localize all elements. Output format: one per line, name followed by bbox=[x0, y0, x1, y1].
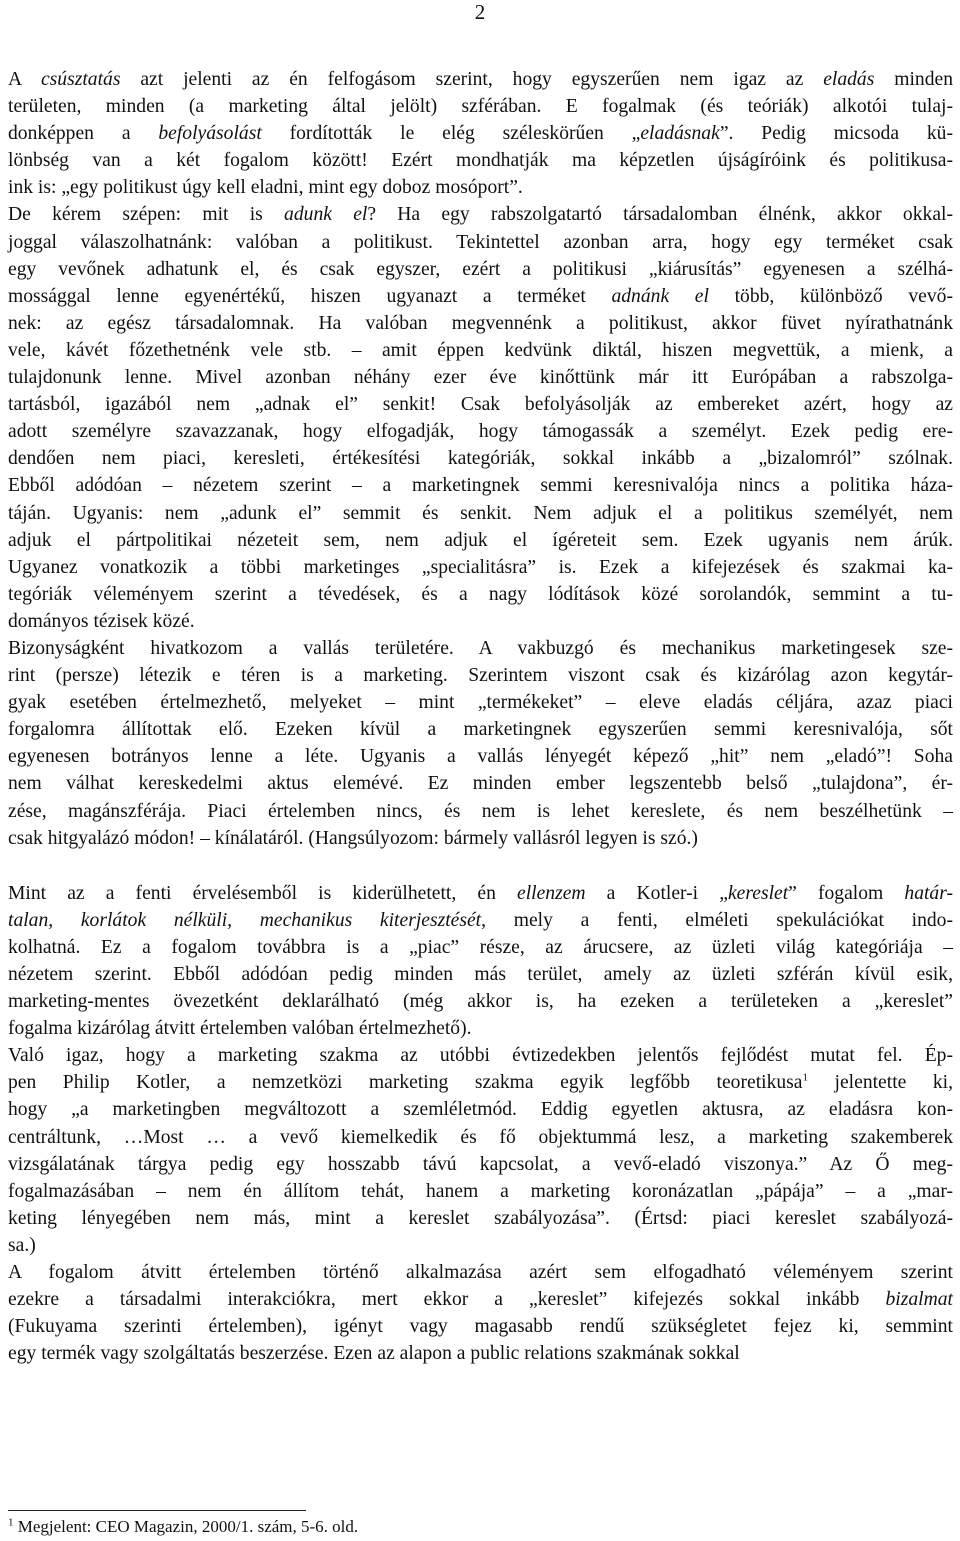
text-line: fogalmazásában – nem én állítom tehát, hanem a marketing koronázatlan „pápája” – a „mar- bbox=[8, 1180, 953, 1202]
text-line: nek: az egész társadalomnak. Ha valóban megvennénk a politikust, akkor füvet nyírathatnánk bbox=[8, 312, 953, 334]
text-line: tartásból, igazából nem „adnak el” senkit! Csak befolyásolják az embereket azért, hogy az bbox=[8, 394, 953, 416]
text-line: csak hitgyalázó módon! – kínálatáról. (Hangsúlyozom: bármely vallásról legyen is szó.) bbox=[8, 827, 698, 849]
text-line: tegóriák véleményem szerint a tévedések, és a nagy lódítások közé sorolandók, semmint a tu- bbox=[8, 583, 953, 605]
page-number: 2 bbox=[474, 0, 486, 24]
text-line: donképpen a befolyásolást fordították le elég széleskörűen „eladásnak”. Pedig micsoda kü- bbox=[8, 123, 953, 145]
text-line: táján. Ugyanis: nem „adunk el” semmit és senkit. Nem adjuk el a politikus személyét, nem bbox=[8, 502, 953, 524]
text-line: forgalomra állítottak elő. Ezeken kívül a marketingnek egyszerűen semmi keresnivalója, sőt bbox=[8, 719, 953, 741]
text-line: zése, magánszférája. Piaci értelemben nincs, és nem is lehet kereslete, és nem beszélhetünk – bbox=[8, 800, 953, 822]
footnote-mark: 1 bbox=[8, 1516, 14, 1529]
text-line: nem válhat kereskedelmi aktus elemévé. Ez minden ember legszentebb belső „tulajdona”, ér- bbox=[8, 773, 953, 795]
text-line: mossággal lenne egyenértékű, hiszen ugyanazt a terméket adnánk el több, különböző vevő- bbox=[8, 285, 953, 307]
text-line: területen, minden (a marketing által jelölt) szférában. E fogalmak (és teóriák) alkotói tulaj- bbox=[8, 96, 953, 118]
text-line: marketing-mentes övezetként deklarálható (még akkor is, ha ezeken a területeken a „kereslet” bbox=[8, 991, 953, 1013]
text-line: pen Philip Kotler, a nemzetközi marketing szakma egyik legfőbb teoretikusa$^1$ jelentette ki, bbox=[8, 1071, 953, 1094]
body-text bbox=[8, 66, 953, 1367]
footnote-text: Megjelent: CEO Magazin, 2000/1. szám, 5-6. old. bbox=[17, 1517, 359, 1536]
text-line: dendően nem piaci, keresleti, értékesítési kategóriák, sokkal inkább a „bizalomról” szólnak. bbox=[8, 448, 953, 470]
text-line: adjuk el pártpolitikai nézeteit sem, nem adjuk el ígéreteit sem. Ezek ugyanis nem árúk. bbox=[8, 529, 953, 551]
paragraph bbox=[8, 66, 953, 852]
text-line: joggal válaszolhatnánk: valóban a politikust. Tekintettel azonban arra, hogy egy terméket csak bbox=[8, 231, 953, 253]
text-line: Való igaz, hogy a marketing szakma az utóbbi évtizedekben jelentős fejlődést mutat fel. Ép- bbox=[8, 1045, 953, 1067]
text-line: ezekre a társadalmi interakciókra, mert ekkor a „kereslet” kifejezés sokkal inkább bizalmat bbox=[8, 1289, 953, 1311]
text-line: gyak esetében értelmezhető, melyeket – mint „termékeket” – eleve eladás céljára, azaz piaci bbox=[8, 692, 953, 714]
footnote bbox=[8, 1516, 708, 1538]
text-line: A csúsztatás azt jelenti az én felfogásom szerint, hogy egyszerűen nem igaz az eladás minden bbox=[8, 69, 954, 90]
text-line: kolhatná. Ez a fogalom továbbra is a „piac” része, az árucsere, az üzleti világ kategóriája – bbox=[8, 936, 953, 958]
text-line: De kérem szépen: mit is adunk el? Ha egy rabszolgatartó társadalomban élnénk, akkor okkal- bbox=[8, 204, 953, 226]
text-line: keting lényegében nem más, mint a kereslet szabályozása”. (Értsd: piaci kereslet szabályozá- bbox=[8, 1207, 953, 1229]
text-line: Ugyanez vonatkozik a többi marketinges „specialitásra” is. Ezek a kifejezések és szakmai ka- bbox=[8, 556, 953, 578]
text-line: rint (persze) létezik e téren is a marketing. Szerintem viszont csak és kizárólag azon kegytár- bbox=[8, 665, 953, 687]
paragraph-gap bbox=[8, 852, 953, 880]
text-line: egyenesen botrányos lenne a léte. Ugyanis a vallás lényegét képező „hit” nem „eladó”! Soha bbox=[8, 746, 953, 768]
text-line: Bizonyságként hivatkozom a vallás területére. A vakbuzgó és mechanikus marketingesek sze- bbox=[8, 637, 953, 659]
text-line: Mint az a fenti érvelésemből is kiderülhetett, én ellenzem a Kotler-i „kereslet” fogalom határ- bbox=[8, 882, 953, 904]
text-line: Ebből adódóan – nézetem szerint – a marketingnek semmi keresnivalója nincs a politika háza- bbox=[8, 475, 953, 497]
text-line: egy vevőnek adhatunk el, és csak egyszer, ezért a politikusi „kiárusítás” egyenesen a szélhá- bbox=[8, 258, 953, 280]
text-line: egy termék vagy szolgáltatás beszerzése. Ezen az alapon a public relations szakmának sokkal bbox=[8, 1343, 740, 1365]
text-line: dományos tézisek közé. bbox=[8, 610, 195, 632]
text-line: talan, korlátok nélküli, mechanikus kiterjesztését, mely a fenti, elméleti spekulációkat indo- bbox=[8, 909, 953, 931]
text-line: ink is: „egy politikust úgy kell eladni, mint egy doboz mosóport”. bbox=[8, 177, 523, 199]
footnote-divider bbox=[8, 1510, 306, 1511]
text-line: lönbség van a két fogalom között! Ezért mondhatják ma képzetlen újságíróink és politikusa- bbox=[8, 150, 953, 172]
text-line: centráltunk, …Most … a vevő kiemelkedik és fő objektummá lesz, a marketing szakemberek bbox=[8, 1126, 953, 1148]
text-line: nézetem szerint. Ebből adódóan pedig minden más terület, amely az üzleti szférán kívül esik, bbox=[8, 964, 953, 985]
text-line: fogalma kizárólag átvitt értelemben valóban értelmezhető). bbox=[8, 1018, 472, 1040]
text-line: sa.) bbox=[8, 1234, 36, 1256]
text-line: (Fukuyama szerinti értelemben), igényt vagy magasabb rendű szükségletet fejez ki, semmint bbox=[8, 1316, 953, 1338]
text-line: vele, kávét főzethetnénk vele stb. – amit éppen kedvünk diktál, hiszen megvettük, a mienk, a bbox=[8, 339, 953, 361]
text-line: adott személyre szavazzanak, hogy elfogadják, hogy támogassák a személyt. Ezek pedig ere- bbox=[8, 421, 953, 443]
text-line: vizsgálatának tárgya pedig egy hosszabb távú kapcsolat, a vevő-eladó viszonya.” Az Ő meg- bbox=[8, 1153, 953, 1175]
paragraph bbox=[8, 880, 953, 1368]
text-line: tulajdonunk lenne. Mivel azonban néhány ezer éve kinőttünk már itt Európában a rabszolga- bbox=[8, 367, 953, 389]
text-line: hogy „a marketingben megváltozott a szemléletmód. Eddig egyetlen aktusra, az eladásra kon- bbox=[8, 1099, 953, 1121]
text-line: A fogalom átvitt értelemben történő alkalmazása azért sem elfogadható véleményem szerint bbox=[8, 1262, 953, 1284]
